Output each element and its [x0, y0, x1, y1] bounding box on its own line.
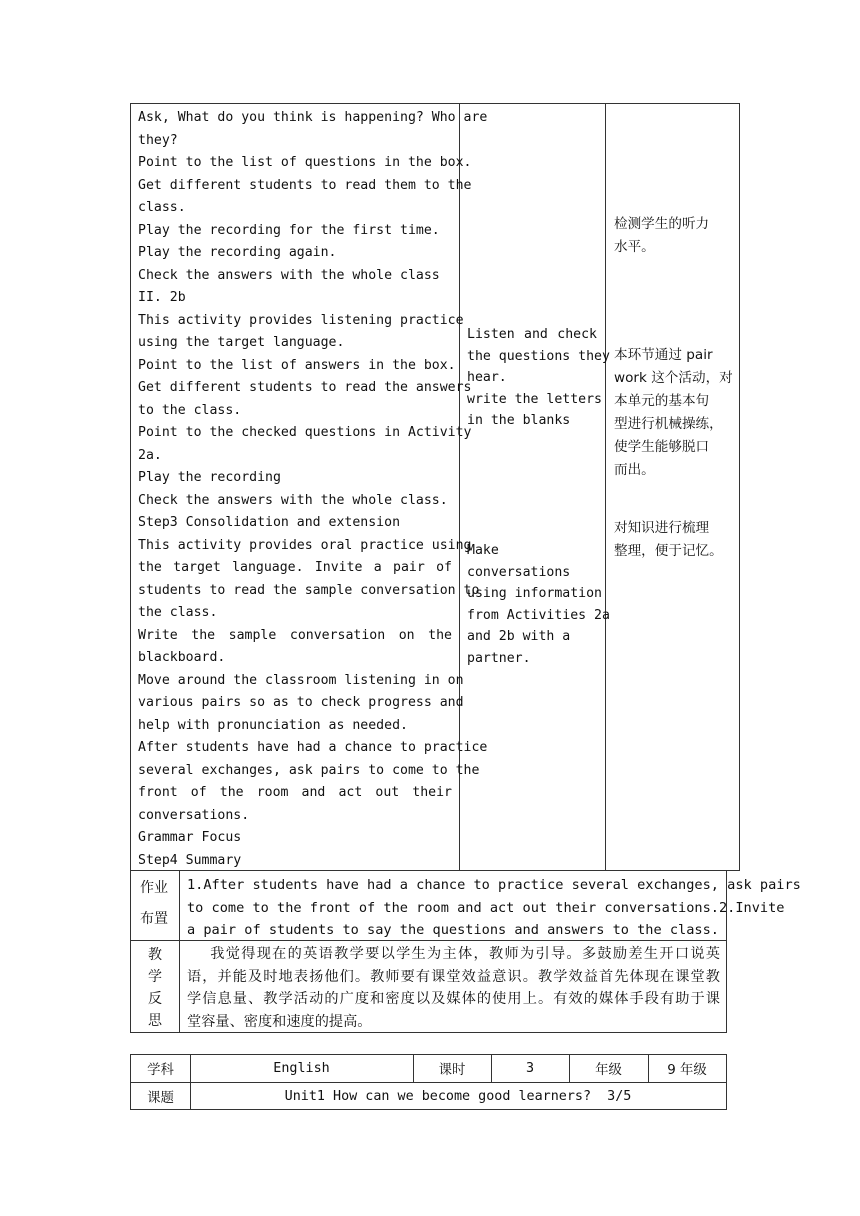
- design-intent-line: 水平。: [614, 239, 655, 255]
- teaching-step-line: Step4 Summary: [138, 852, 242, 868]
- student-activity-line: Listen and check: [467, 327, 597, 342]
- subject-value: English: [273, 1061, 330, 1076]
- homework-text: [180, 871, 801, 940]
- student-activity-line: conversations: [467, 564, 571, 580]
- teaching-step-line: Grammar Focus: [138, 830, 242, 845]
- teaching-step-line: Ask, What do you think is happening? Who are: [138, 110, 488, 125]
- teaching-step-line: Write the sample conversation on the: [138, 627, 452, 643]
- teaching-step-line: students to read the sample conversation to: [138, 582, 480, 598]
- teaching-step-line: Get different students to read the answers: [138, 380, 472, 395]
- lesson-info-table: [130, 1054, 727, 1110]
- reflection-row: [131, 941, 726, 1033]
- student-activity-line: the questions they: [467, 348, 610, 364]
- student-activity-line: hear.: [467, 370, 507, 385]
- reflection-heading-2: 学: [148, 969, 162, 985]
- design-intent-line: 型进行机械操练，: [614, 416, 723, 432]
- homework-heading-line-2: 布置: [140, 911, 168, 927]
- reflection-line: 我觉得现在的英语教学要以学生为主体，教师为引导。多鼓励差生开口说英: [187, 946, 720, 962]
- teaching-step-line: conversations.: [138, 807, 250, 823]
- reflection-heading: [131, 941, 180, 1033]
- reflection-line: 语，并能及时地表扬他们。教师要有课堂效益意识。教学效益首先体现在课堂教: [187, 968, 720, 985]
- student-activity-line: and 2b with a: [467, 629, 571, 645]
- student-activity-line: write the letters: [467, 391, 602, 407]
- homework-line: to come to the front of the room and act out their conversations.2.Invite: [187, 899, 785, 916]
- subject-label: 学科: [147, 1063, 174, 1078]
- design-intent-line: 整理，便于记忆。: [614, 543, 723, 559]
- teaching-step-line: several exchanges, ask pairs to come to the: [138, 762, 480, 778]
- design-intent-line: 检测学生的听力: [614, 216, 710, 232]
- reflection-line: 堂容量、密度和速度的提高。: [187, 1013, 372, 1030]
- reflection-heading-1: 教: [148, 947, 162, 963]
- teaching-step-line: Point to the checked questions in Activity: [138, 425, 472, 440]
- teaching-step-line: After students have had a chance to practice: [138, 740, 488, 755]
- period-label: 课时: [438, 1063, 466, 1078]
- student-activities-column: [460, 104, 610, 870]
- teaching-step-line: various pairs so as to check progress and: [138, 695, 464, 710]
- teaching-step-line: Play the recording again.: [138, 245, 337, 260]
- homework-reflection-table: [130, 870, 801, 1033]
- grade-value: 9 年级: [667, 1063, 707, 1078]
- teaching-step-line: they?: [138, 132, 178, 148]
- teaching-step-line: II. 2b: [138, 290, 186, 305]
- period-value: 3: [525, 1061, 535, 1076]
- homework-line: a pair of students to say the questions and answers to the class.: [187, 922, 719, 938]
- student-activity-line: Make: [467, 543, 499, 558]
- design-intent-line: 使学生能够脱口: [614, 439, 710, 455]
- teaching-step-line: Move around the classroom listening in on: [138, 672, 464, 688]
- teaching-step-line: This activity provides oral practice using: [138, 537, 472, 553]
- teaching-step-line: Step3 Consolidation and extension: [138, 515, 401, 530]
- teaching-step-line: Check the answers with the whole class.: [138, 492, 448, 508]
- topic-value: Unit1 How can we become good learners? 3/5: [284, 1089, 632, 1104]
- teaching-step-line: Point to the list of questions in the box.: [138, 155, 472, 170]
- teaching-step-line: front of the room and act out their: [138, 785, 452, 800]
- homework-heading-line-1: 作业: [140, 880, 168, 896]
- grade-label: 年级: [595, 1063, 622, 1078]
- design-intent-line: 本环节通过 pair: [614, 347, 713, 363]
- teaching-step-line: to the class.: [138, 402, 242, 418]
- student-activity-line: from Activities 2a: [467, 607, 610, 623]
- teaching-step-line: Get different students to read them to the: [138, 177, 472, 193]
- design-intent-line: work 这个活动，对: [614, 370, 733, 386]
- teaching-step-line: class.: [138, 200, 186, 215]
- reflection-text: [180, 941, 726, 1033]
- homework-row: [131, 871, 801, 941]
- teaching-step-line: the target language. Invite a pair of: [138, 560, 452, 575]
- teaching-step-line: 2a.: [138, 447, 162, 463]
- teaching-step-line: blackboard.: [138, 650, 226, 665]
- student-activity-line: in the blanks: [467, 413, 571, 428]
- reflection-heading-4: 思: [148, 1013, 162, 1029]
- topic-label: 课题: [147, 1091, 174, 1106]
- homework-line: 1.After students have had a chance to practice several exchanges, ask pairs: [187, 877, 801, 893]
- design-intent-line: 对知识进行梳理: [614, 520, 710, 536]
- student-activity-line: partner.: [467, 651, 531, 666]
- design-intent-line: 本单元的基本句: [614, 393, 710, 409]
- teaching-step-line: help with pronunciation as needed.: [138, 717, 408, 733]
- reflection-line: 学信息量、教学活动的广度和密度以及媒体的使用上。有效的媒体手段有助于课: [187, 991, 720, 1008]
- teaching-step-line: Point to the list of answers in the box.: [138, 357, 456, 373]
- design-intent-line: 而出。: [614, 462, 655, 478]
- teaching-step-line: Play the recording for the first time.: [138, 222, 440, 238]
- teaching-step-line: the class.: [138, 605, 218, 620]
- teaching-step-line: Check the answers with the whole class: [138, 267, 440, 283]
- teaching-step-line: using the target language.: [138, 335, 345, 350]
- homework-heading: [131, 871, 180, 940]
- lesson-procedure-table: [130, 103, 740, 871]
- teaching-step-line: Play the recording: [138, 470, 281, 485]
- student-activity-line: using information: [467, 586, 602, 602]
- design-intent-column: [606, 104, 739, 870]
- teaching-step-line: This activity provides listening practice: [138, 312, 464, 328]
- reflection-heading-3: 反: [148, 991, 162, 1007]
